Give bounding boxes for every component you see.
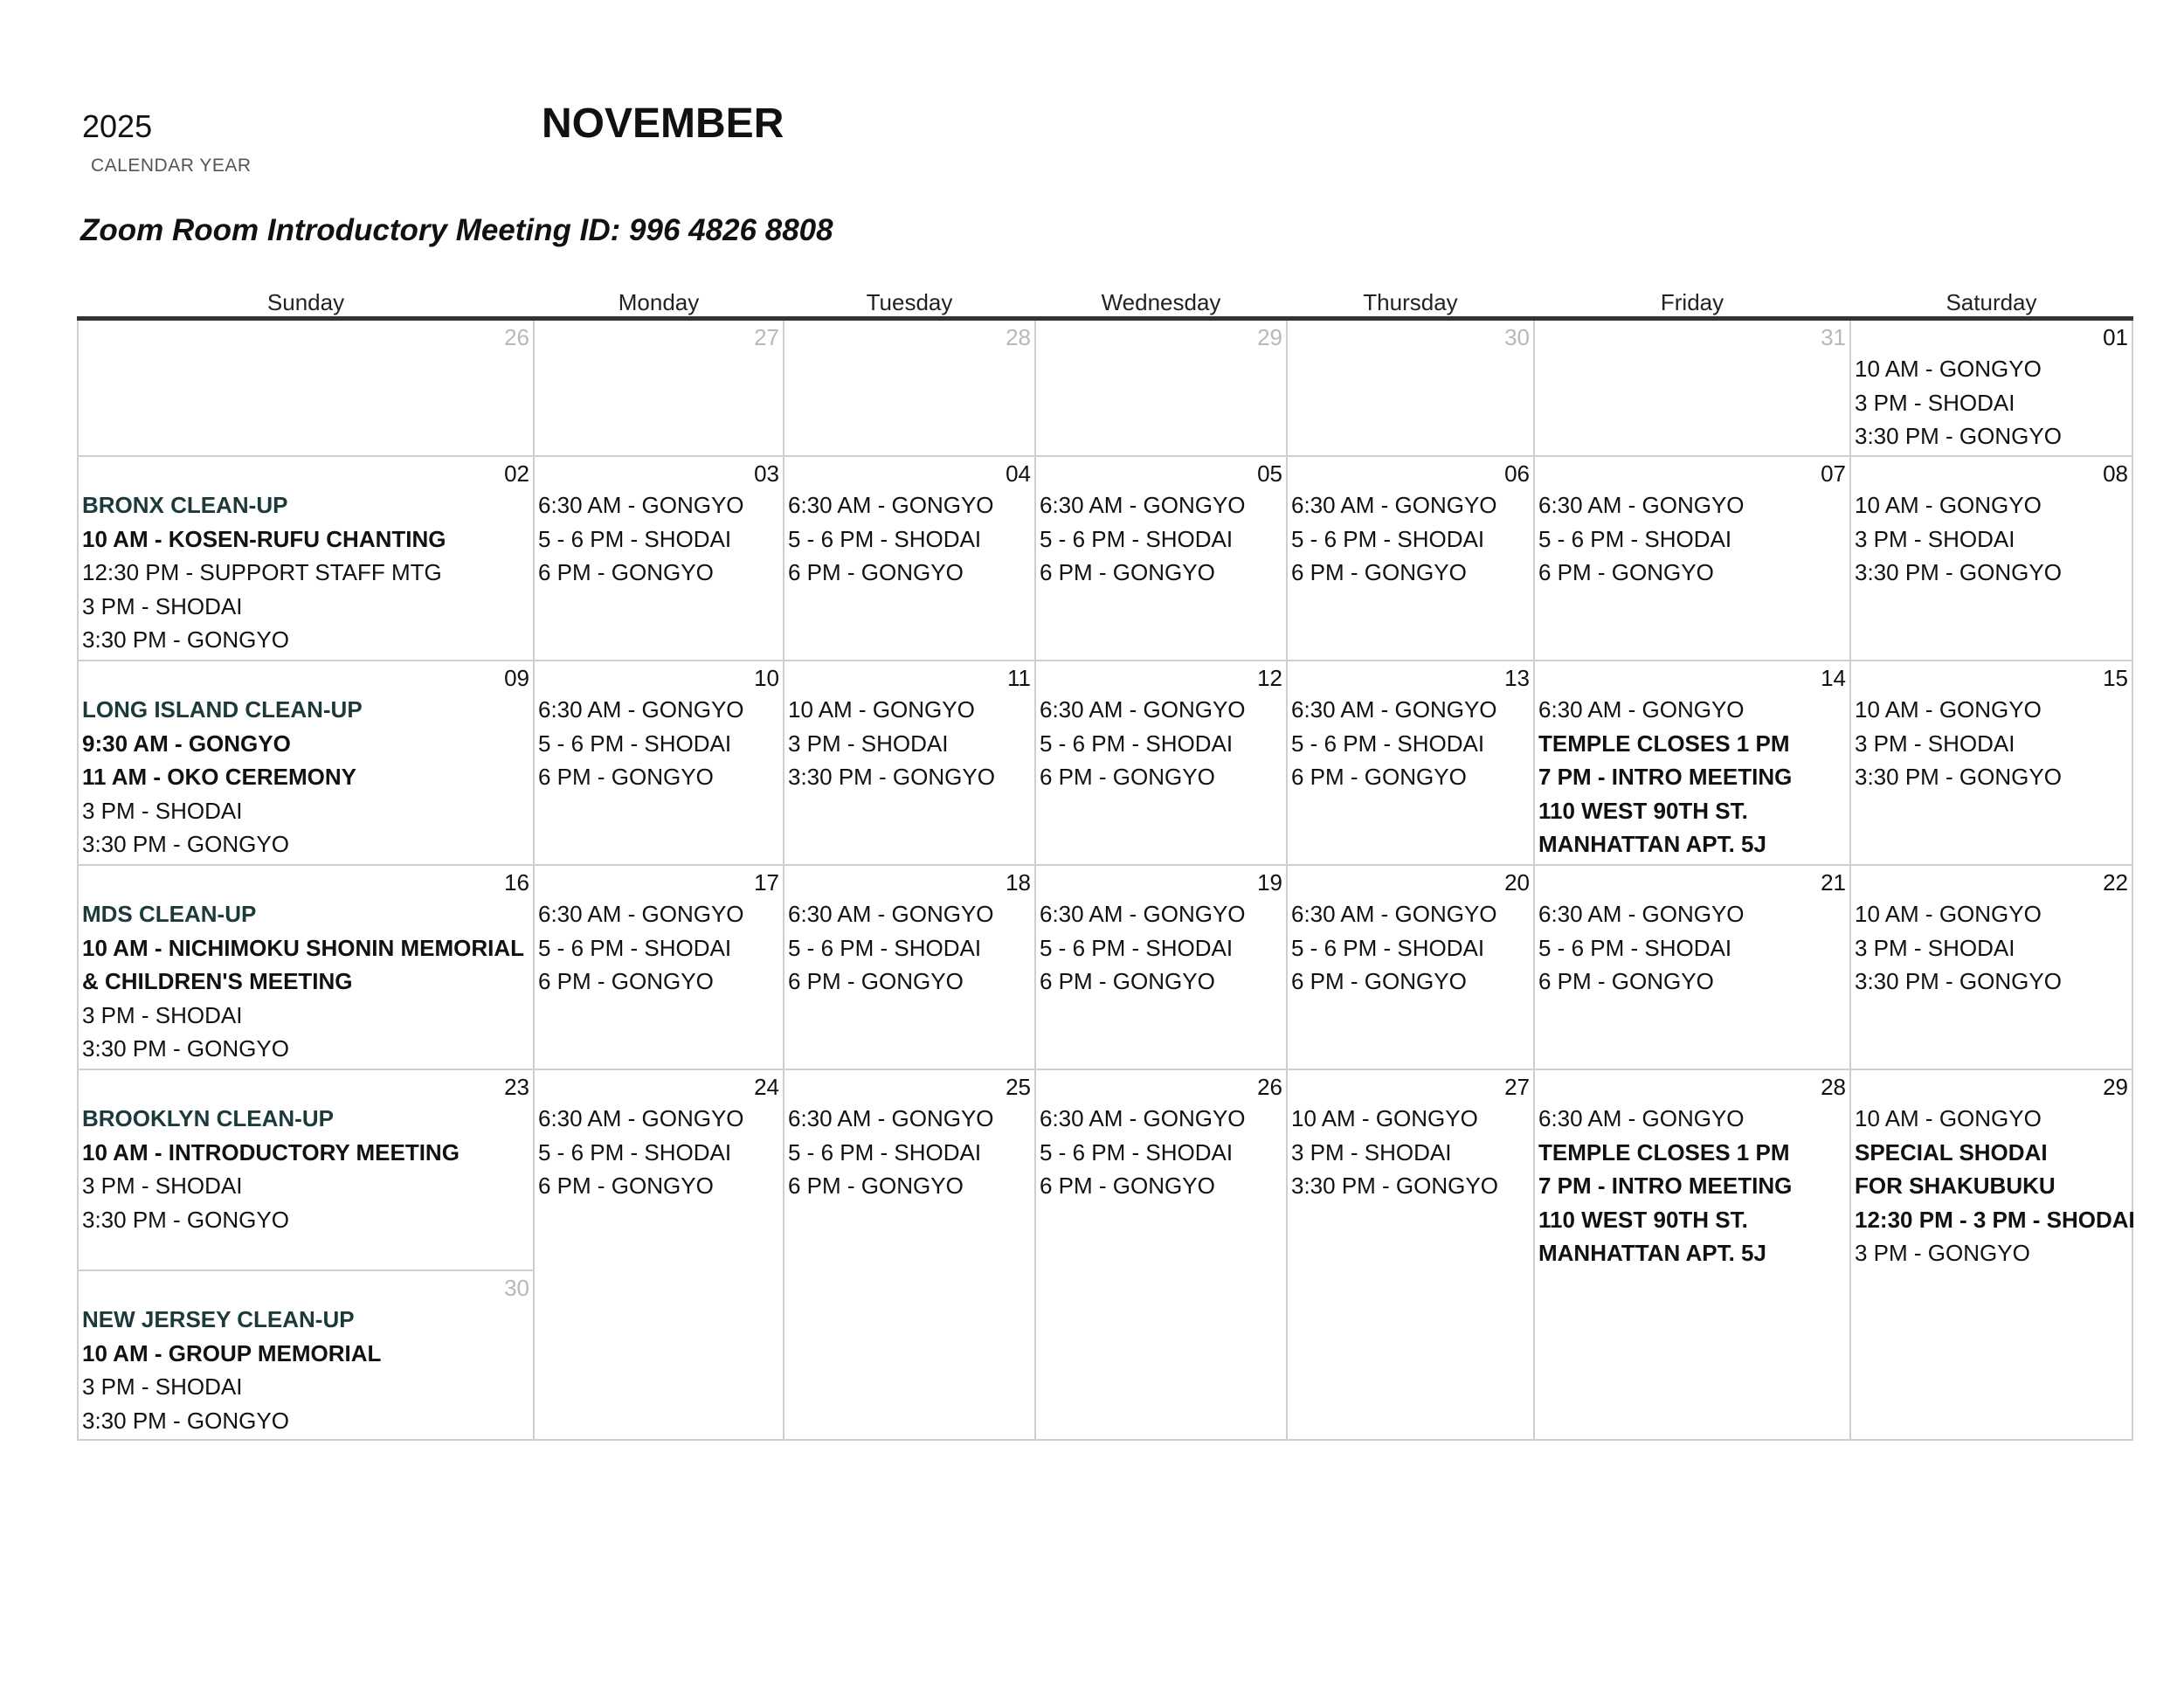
- calendar-day-cell: [78, 661, 534, 865]
- calendar-event: 10 AM - GONGYO: [1855, 1105, 2042, 1131]
- calendar-event: 6 PM - GONGYO: [1040, 1173, 1215, 1199]
- calendar-event: 6:30 AM - GONGYO: [538, 1105, 744, 1131]
- calendar-event: 10 AM - GONGYO: [1855, 696, 2042, 723]
- calendar-event: 3 PM - SHODAI: [1855, 525, 2015, 552]
- calendar-event: 6:30 AM - GONGYO: [1040, 696, 1246, 723]
- calendar-day-cell: [1850, 319, 2132, 457]
- calendar-event: 12:30 PM - SUPPORT STAFF MTG: [82, 559, 442, 585]
- calendar-event: 6 PM - GONGYO: [1291, 968, 1467, 994]
- calendar-day-cell: [78, 456, 534, 661]
- day-number: 19: [1257, 869, 1282, 896]
- calendar-event: 11 AM - OKO CEREMONY: [82, 764, 356, 790]
- calendar-event: 6:30 AM - GONGYO: [1040, 901, 1246, 927]
- calendar-event: 3 PM - SHODAI: [1291, 1138, 1452, 1166]
- calendar-day-cell: [1287, 661, 1534, 865]
- calendar-event: 110 WEST 90TH ST.: [1538, 1206, 1748, 1233]
- calendar-event: BROOKLYN CLEAN-UP: [82, 1105, 334, 1131]
- day-number: 13: [1504, 665, 1530, 691]
- calendar-day-cell: [1287, 1069, 1534, 1440]
- day-number: 25: [1006, 1074, 1031, 1100]
- calendar-event: 6 PM - GONGYO: [788, 559, 964, 585]
- calendar-event: 10 AM - GONGYO: [1855, 356, 2042, 382]
- calendar-day-cell: [1035, 1069, 1287, 1440]
- calendar-event: 6:30 AM - GONGYO: [788, 1105, 994, 1131]
- calendar-event: 5 - 6 PM - SHODAI: [1538, 525, 1732, 552]
- day-number: 07: [1821, 460, 1846, 487]
- calendar-event: 3 PM - SHODAI: [82, 1173, 243, 1199]
- calendar-event: 5 - 6 PM - SHODAI: [1040, 525, 1234, 552]
- calendar-event: 6:30 AM - GONGYO: [1291, 492, 1497, 518]
- calendar-day-cell: [784, 1069, 1035, 1440]
- calendar-day-cell: [534, 456, 784, 661]
- day-number: 11: [1007, 665, 1031, 691]
- calendar-event: 10 AM - INTRODUCTORY MEETING: [82, 1138, 460, 1166]
- day-number: 03: [754, 460, 779, 487]
- calendar-event: 6 PM - GONGYO: [1040, 559, 1215, 585]
- calendar-event: 6 PM - GONGYO: [1291, 559, 1467, 585]
- day-number: 29: [2103, 1074, 2128, 1100]
- calendar-event: 6:30 AM - GONGYO: [788, 901, 994, 927]
- day-number: 27: [1504, 1074, 1530, 1100]
- day-number: 28: [1821, 1074, 1846, 1100]
- day-number: 21: [1821, 869, 1846, 896]
- calendar-event: 3:30 PM - GONGYO: [82, 831, 289, 857]
- calendar-event: 3:30 PM - GONGYO: [1855, 968, 2062, 994]
- calendar-day-cell: [534, 865, 784, 1069]
- calendar-event: & CHILDREN'S MEETING: [82, 968, 353, 994]
- calendar-event: 6:30 AM - GONGYO: [538, 901, 744, 927]
- calendar-event: 10 AM - GONGYO: [1291, 1105, 1478, 1131]
- calendar-event: MANHATTAN APT. 5J: [1538, 831, 1766, 857]
- calendar-day-cell: [534, 319, 784, 457]
- calendar-event: 5 - 6 PM - SHODAI: [538, 934, 732, 961]
- calendar-event: 5 - 6 PM - SHODAI: [1291, 934, 1485, 961]
- calendar-day-cell: [78, 1069, 534, 1440]
- calendar-day-cell: [534, 661, 784, 865]
- calendar-event: 5 - 6 PM - SHODAI: [1040, 730, 1234, 757]
- calendar-event: 110 WEST 90TH ST.: [1538, 797, 1748, 824]
- calendar-day-cell: [1534, 661, 1850, 865]
- calendar-day-cell: [78, 865, 534, 1069]
- day-number: 06: [1504, 460, 1530, 487]
- day-number: 18: [1006, 869, 1031, 896]
- weekday-header: Monday: [534, 278, 784, 319]
- calendar-event: 6:30 AM - GONGYO: [1538, 901, 1745, 927]
- day-number: 12: [1257, 665, 1282, 691]
- calendar-event: 6 PM - GONGYO: [538, 1173, 714, 1199]
- day-number: 27: [754, 324, 779, 350]
- day-number: 05: [1257, 460, 1282, 487]
- calendar-event: 6 PM - GONGYO: [538, 968, 714, 994]
- calendar-event: SPECIAL SHODAI: [1855, 1138, 2048, 1166]
- calendar-day-cell: [784, 661, 1035, 865]
- calendar-event: 3:30 PM - GONGYO: [1855, 559, 2062, 585]
- calendar-day-cell: [1287, 319, 1534, 457]
- day-number: 08: [2103, 460, 2128, 487]
- calendar-week-row: [78, 865, 2132, 1069]
- calendar-event: 5 - 6 PM - SHODAI: [1291, 525, 1485, 552]
- calendar-year-label: CALENDAR YEAR: [91, 156, 252, 176]
- calendar-day-subcell: [79, 1070, 533, 1271]
- calendar-event: 3 PM - SHODAI: [82, 1001, 243, 1028]
- calendar-event: 3 PM - SHODAI: [788, 730, 949, 757]
- calendar-event: 5 - 6 PM - SHODAI: [1040, 934, 1234, 961]
- calendar-event: MANHATTAN APT. 5J: [1538, 1240, 1766, 1266]
- weekday-header: Saturday: [1850, 278, 2132, 319]
- calendar-event: 6 PM - GONGYO: [1291, 764, 1467, 790]
- calendar-event: 6 PM - GONGYO: [1040, 764, 1215, 790]
- calendar-event: 5 - 6 PM - SHODAI: [788, 934, 982, 961]
- calendar-day-cell: [1534, 1069, 1850, 1440]
- calendar-event: 6:30 AM - GONGYO: [538, 492, 744, 518]
- weekday-header-row: [78, 278, 2132, 319]
- weekday-header: Friday: [1534, 278, 1850, 319]
- calendar-event: 5 - 6 PM - SHODAI: [538, 1138, 732, 1166]
- zoom-meeting-id: Zoom Room Introductory Meeting ID: 996 4826 8808: [80, 213, 833, 247]
- calendar-event: 3:30 PM - GONGYO: [82, 1206, 289, 1233]
- day-number: 31: [1821, 324, 1846, 350]
- calendar-event: 6:30 AM - GONGYO: [1538, 492, 1745, 518]
- calendar-event: TEMPLE CLOSES 1 PM: [1538, 730, 1790, 757]
- calendar-event: BRONX CLEAN-UP: [82, 492, 288, 518]
- day-number: 02: [504, 460, 529, 487]
- calendar-event: 7 PM - INTRO MEETING: [1538, 1173, 1793, 1199]
- calendar-event: FOR SHAKUBUKU: [1855, 1173, 2056, 1199]
- calendar-day-cell: [1035, 456, 1287, 661]
- calendar-event: LONG ISLAND CLEAN-UP: [82, 696, 363, 723]
- calendar-week-row: [78, 661, 2132, 865]
- calendar-event: TEMPLE CLOSES 1 PM: [1538, 1138, 1790, 1166]
- calendar-event: 5 - 6 PM - SHODAI: [788, 1138, 982, 1166]
- weekday-header: Sunday: [78, 278, 534, 319]
- calendar-event: 9:30 AM - GONGYO: [82, 730, 291, 757]
- calendar-event: 3:30 PM - GONGYO: [1855, 764, 2062, 790]
- calendar-event: MDS CLEAN-UP: [82, 901, 257, 927]
- calendar-event: 3:30 PM - GONGYO: [788, 764, 995, 790]
- calendar-event: 3 PM - SHODAI: [82, 797, 243, 824]
- calendar-event: 3 PM - GONGYO: [1855, 1240, 2030, 1266]
- calendar-event: 10 AM - GONGYO: [788, 696, 975, 723]
- calendar-day-cell: [1850, 865, 2132, 1069]
- calendar-event: 6 PM - GONGYO: [1040, 968, 1215, 994]
- calendar-event: 10 AM - GROUP MEMORIAL: [82, 1339, 382, 1366]
- calendar-event: 6 PM - GONGYO: [788, 968, 964, 994]
- calendar-event: 5 - 6 PM - SHODAI: [788, 525, 982, 552]
- calendar-event: 3 PM - SHODAI: [1855, 934, 2015, 961]
- calendar-event: 5 - 6 PM - SHODAI: [538, 525, 732, 552]
- day-number: 29: [1257, 324, 1282, 350]
- day-number: 22: [2103, 869, 2128, 896]
- weekday-header: Thursday: [1287, 278, 1534, 319]
- day-number: 30: [1504, 324, 1530, 350]
- calendar-event: 6 PM - GONGYO: [1538, 968, 1714, 994]
- calendar-event: 6:30 AM - GONGYO: [1538, 1105, 1745, 1131]
- day-number: 04: [1006, 460, 1031, 487]
- month-title: NOVEMBER: [542, 100, 784, 147]
- calendar-day-cell: [1287, 456, 1534, 661]
- calendar-event: 3:30 PM - GONGYO: [82, 1407, 289, 1434]
- day-number: 23: [504, 1074, 529, 1100]
- calendar-event: 10 AM - GONGYO: [1855, 901, 2042, 927]
- calendar-event: 5 - 6 PM - SHODAI: [538, 730, 732, 757]
- calendar-year: 2025: [82, 108, 153, 144]
- day-number: 28: [1006, 324, 1031, 350]
- calendar-event: NEW JERSEY CLEAN-UP: [82, 1306, 355, 1332]
- calendar-event: 6:30 AM - GONGYO: [1040, 1105, 1246, 1131]
- calendar-event: 6 PM - GONGYO: [538, 559, 714, 585]
- calendar-event: 7 PM - INTRO MEETING: [1538, 764, 1793, 790]
- calendar-event: 3:30 PM - GONGYO: [82, 1035, 289, 1062]
- day-number: 09: [504, 665, 529, 691]
- calendar-day-cell: [1850, 661, 2132, 865]
- calendar-day-cell: [1534, 456, 1850, 661]
- day-number: 15: [2103, 665, 2128, 691]
- weekday-header: Wednesday: [1035, 278, 1287, 319]
- weekday-header: Tuesday: [784, 278, 1035, 319]
- calendar-event: 6 PM - GONGYO: [788, 1173, 964, 1199]
- calendar-event: 5 - 6 PM - SHODAI: [1291, 730, 1485, 757]
- day-number: 30: [504, 1275, 529, 1301]
- calendar-event: 3:30 PM - GONGYO: [1291, 1173, 1498, 1199]
- day-number: 24: [754, 1074, 779, 1100]
- calendar-event: 6 PM - GONGYO: [538, 764, 714, 790]
- calendar-day-cell: [1035, 661, 1287, 865]
- calendar-event: 6:30 AM - GONGYO: [538, 696, 744, 723]
- calendar-day-cell: [1287, 865, 1534, 1069]
- calendar-day-subcell: [79, 1271, 533, 1439]
- calendar-event: 3:30 PM - GONGYO: [82, 626, 289, 653]
- day-number: 14: [1821, 665, 1846, 691]
- calendar-day-cell: [1035, 865, 1287, 1069]
- calendar-day-cell: [78, 319, 534, 457]
- calendar-event: 3 PM - SHODAI: [82, 1373, 243, 1400]
- calendar-week-row: [78, 1069, 2132, 1440]
- calendar-week-row: [78, 456, 2132, 661]
- day-number: 26: [504, 324, 529, 350]
- calendar-event: 3 PM - SHODAI: [1855, 389, 2015, 416]
- calendar-event: 10 AM - GONGYO: [1855, 492, 2042, 518]
- calendar-day-cell: [1850, 1069, 2135, 1440]
- day-number: 20: [1504, 869, 1530, 896]
- calendar-event: 6:30 AM - GONGYO: [788, 492, 994, 518]
- calendar-day-cell: [534, 1069, 784, 1440]
- calendar-event: 3 PM - SHODAI: [82, 592, 243, 619]
- calendar-event: 6 PM - GONGYO: [1538, 559, 1714, 585]
- calendar-event: 5 - 6 PM - SHODAI: [1538, 934, 1732, 961]
- calendar-day-cell: [1035, 319, 1287, 457]
- calendar-day-cell: [1850, 456, 2132, 661]
- calendar-event: 6:30 AM - GONGYO: [1538, 696, 1745, 723]
- calendar-day-cell: [784, 319, 1035, 457]
- calendar-event: 3:30 PM - GONGYO: [1855, 423, 2062, 449]
- calendar-week-row: [78, 319, 2132, 457]
- calendar-event: 10 AM - NICHIMOKU SHONIN MEMORIAL: [82, 934, 525, 961]
- day-number: 01: [2103, 324, 2128, 350]
- day-number: 17: [754, 869, 779, 896]
- calendar-event: 6:30 AM - GONGYO: [1291, 901, 1497, 927]
- calendar-day-cell: [784, 865, 1035, 1069]
- calendar-event: 12:30 PM - 3 PM - SHODAI: [1855, 1206, 2135, 1233]
- calendar-event: 6:30 AM - GONGYO: [1040, 492, 1246, 518]
- calendar-event: 3 PM - SHODAI: [1855, 730, 2015, 757]
- calendar-event: 6:30 AM - GONGYO: [1291, 696, 1497, 723]
- day-number: 16: [504, 869, 529, 896]
- calendar-day-cell: [1534, 865, 1850, 1069]
- day-number: 26: [1257, 1074, 1282, 1100]
- calendar-day-cell: [784, 456, 1035, 661]
- calendar-grid: [77, 278, 2133, 1441]
- calendar-event: 10 AM - KOSEN-RUFU CHANTING: [82, 525, 446, 552]
- calendar-event: 5 - 6 PM - SHODAI: [1040, 1138, 1234, 1166]
- day-number: 10: [754, 665, 779, 691]
- calendar-day-cell: [1534, 319, 1850, 457]
